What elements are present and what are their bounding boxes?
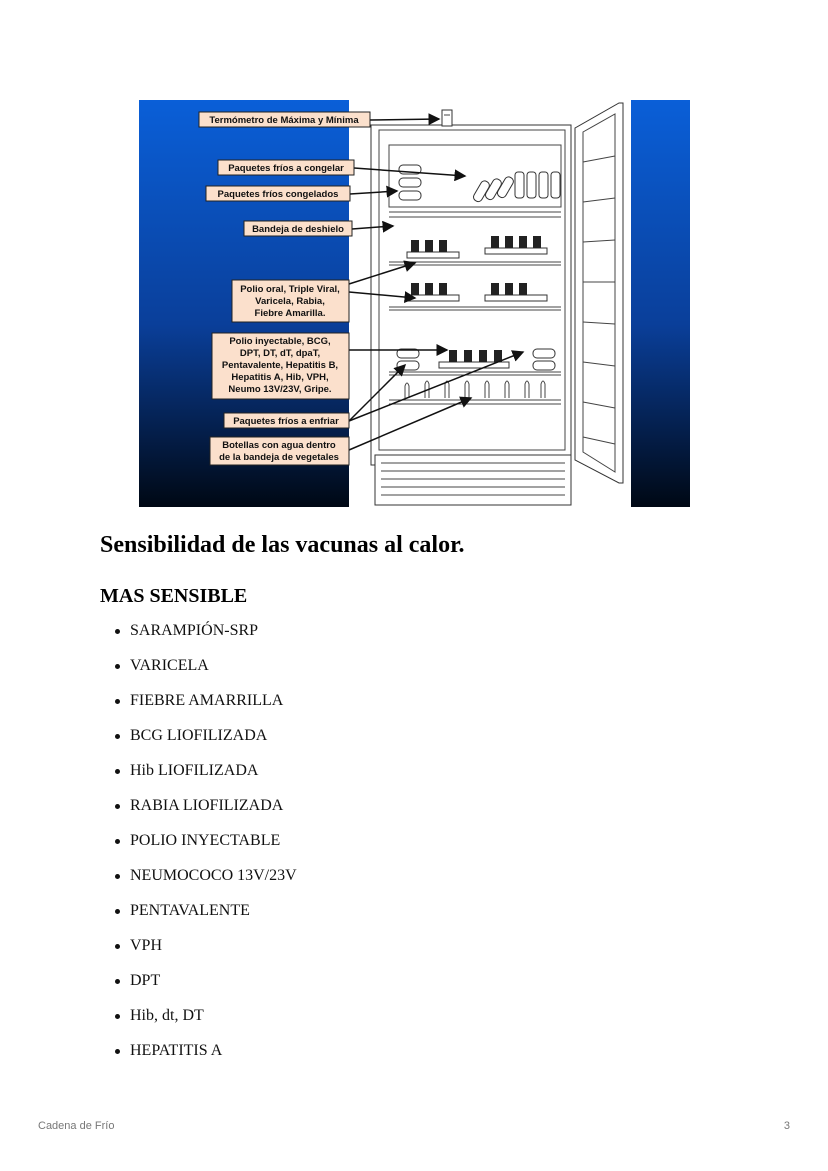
label-packs-to-cool bbox=[224, 413, 349, 428]
svg-text:Pentavalente, Hepatitis B,: Pentavalente, Hepatitis B, bbox=[221, 360, 339, 371]
svg-text:Polio inyectable, BCG,: Polio inyectable, BCG, bbox=[229, 336, 331, 347]
vaccine-list bbox=[100, 620, 297, 1075]
footer-page-number: 3 bbox=[783, 1120, 790, 1132]
right-blue-background bbox=[631, 100, 690, 507]
svg-text:Hepatitis A, Hib, VPH,: Hepatitis A, Hib, VPH, bbox=[231, 372, 329, 383]
svg-text:Paquetes fríos a enfriar: Paquetes fríos a enfriar bbox=[233, 416, 339, 427]
list-item: VARICELA bbox=[100, 655, 297, 690]
svg-text:DPT, DT, dT, dpaT,: DPT, DT, dT, dpaT, bbox=[239, 348, 321, 359]
list-item: FIEBRE AMARRILLA bbox=[100, 690, 297, 725]
list-item: PENTAVALENTE bbox=[100, 900, 297, 935]
fridge-door bbox=[575, 103, 623, 483]
section-title: Sensibilidad de las vacunas al calor. bbox=[100, 532, 465, 558]
list-item: BCG LIOFILIZADA bbox=[100, 725, 297, 760]
svg-text:Varicela, Rabia,: Varicela, Rabia, bbox=[255, 296, 325, 307]
label-polio-injectable bbox=[212, 333, 349, 399]
label-polio-oral bbox=[232, 280, 349, 322]
svg-text:Polio oral, Triple Viral,: Polio oral, Triple Viral, bbox=[240, 284, 340, 295]
label-packs-to-freeze bbox=[218, 160, 354, 175]
list-item: Hib LIOFILIZADA bbox=[100, 760, 297, 795]
svg-text:Bandeja de deshielo: Bandeja de deshielo bbox=[252, 224, 344, 235]
label-frozen-packs bbox=[206, 186, 350, 201]
svg-text:de la bandeja de vegetales: de la bandeja de vegetales bbox=[219, 452, 339, 463]
list-item: RABIA LIOFILIZADA bbox=[100, 795, 297, 830]
list-item: Hib, dt, DT bbox=[100, 1005, 297, 1040]
svg-text:Fiebre Amarilla.: Fiebre Amarilla. bbox=[254, 308, 326, 319]
label-water-bottles bbox=[210, 437, 349, 465]
svg-text:Paquetes fríos a congelar: Paquetes fríos a congelar bbox=[228, 163, 344, 174]
thermometer-icon bbox=[442, 110, 452, 126]
svg-text:Neumo 13V/23V, Gripe.: Neumo 13V/23V, Gripe. bbox=[228, 384, 332, 395]
label-defrost-tray bbox=[244, 221, 352, 236]
section-subtitle: MAS SENSIBLE bbox=[100, 585, 248, 607]
svg-text:Paquetes fríos congelados: Paquetes fríos congelados bbox=[217, 189, 339, 200]
label-thermometer bbox=[199, 112, 370, 127]
list-item: DPT bbox=[100, 970, 297, 1005]
list-item: NEUMOCOCO 13V/23V bbox=[100, 865, 297, 900]
svg-text:Botellas con agua dentro: Botellas con agua dentro bbox=[222, 440, 336, 451]
svg-text:Termómetro de Máxima y Mínima: Termómetro de Máxima y Mínima bbox=[209, 115, 359, 126]
refrigerator-diagram bbox=[139, 100, 690, 507]
list-item: POLIO INYECTABLE bbox=[100, 830, 297, 865]
list-item: SARAMPIÓN-SRP bbox=[100, 620, 297, 655]
list-item: HEPATITIS A bbox=[100, 1040, 297, 1075]
footer-document-title: Cadena de Frío bbox=[38, 1120, 115, 1132]
list-item: VPH bbox=[100, 935, 297, 970]
